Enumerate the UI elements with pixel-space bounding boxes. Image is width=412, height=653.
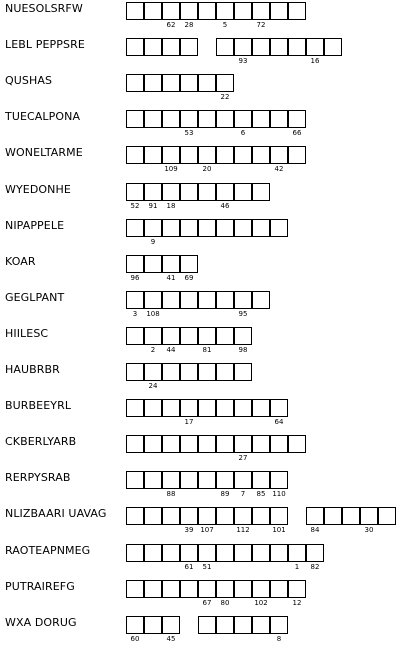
answer-cell[interactable] [180, 544, 198, 562]
answer-cell[interactable] [180, 507, 198, 525]
answer-cell[interactable] [126, 544, 144, 562]
answer-cell[interactable] [144, 544, 162, 562]
answer-cell[interactable] [198, 146, 216, 164]
clue-row [0, 110, 412, 146]
answer-cell[interactable] [216, 146, 234, 164]
cell-number: 7 [240, 490, 246, 499]
answer-cell[interactable] [216, 2, 234, 20]
answer-cell[interactable] [198, 471, 216, 489]
answer-cell[interactable] [198, 399, 216, 417]
cell-number: 20 [202, 165, 212, 174]
answer-cell[interactable] [198, 327, 216, 345]
scrambled-word: NIPAPPELE [5, 218, 65, 232]
answer-cell[interactable] [198, 291, 216, 309]
answer-cell[interactable] [252, 219, 270, 237]
cell-number: 61 [184, 562, 194, 571]
cell-number: 81 [202, 345, 212, 354]
answer-cell[interactable] [234, 544, 252, 562]
scrambled-word: PUTRAIREFG [5, 579, 75, 593]
answer-cell[interactable] [234, 616, 252, 634]
answer-cell[interactable] [234, 38, 252, 56]
cell-number: 45 [166, 634, 176, 643]
answer-cell[interactable] [162, 110, 180, 128]
answer-cell[interactable] [378, 507, 396, 525]
answer-cell[interactable] [216, 580, 234, 598]
answer-cell[interactable] [216, 435, 234, 453]
answer-cell[interactable] [234, 435, 252, 453]
answer-cell[interactable] [288, 38, 306, 56]
answer-cell[interactable] [252, 580, 270, 598]
clue-row [0, 544, 412, 580]
cell-number: 85 [256, 490, 266, 499]
cell-number: 109 [164, 165, 178, 174]
answer-cell[interactable] [144, 255, 162, 273]
answer-cell[interactable] [234, 327, 252, 345]
clue-row [0, 291, 412, 327]
clue-row [0, 38, 412, 74]
answer-cell[interactable] [216, 471, 234, 489]
answer-cell[interactable] [270, 110, 288, 128]
answer-cell[interactable] [126, 580, 144, 598]
cell-number: 91 [148, 201, 158, 210]
answer-cell[interactable] [180, 255, 198, 273]
answer-cell[interactable] [144, 291, 162, 309]
answer-cell[interactable] [270, 616, 288, 634]
answer-cell[interactable] [216, 327, 234, 345]
answer-cell[interactable] [234, 580, 252, 598]
answer-cell[interactable] [252, 399, 270, 417]
answer-cell[interactable] [144, 363, 162, 381]
scrambled-word: NLIZBAARI UAVAG [5, 507, 107, 521]
answer-cell[interactable] [288, 544, 306, 562]
answer-cell[interactable] [126, 363, 144, 381]
answer-cell[interactable] [288, 110, 306, 128]
scrambled-word: HAUBRBR [5, 363, 60, 376]
scrambled-word: NUESOLSRFW [5, 2, 83, 15]
answer-cell[interactable] [180, 38, 198, 56]
answer-cell[interactable] [216, 544, 234, 562]
cell-number: 39 [184, 526, 194, 535]
answer-cell[interactable] [252, 544, 270, 562]
cell-number: 95 [238, 309, 248, 318]
clue-row [0, 399, 412, 435]
answer-cell[interactable] [270, 507, 288, 525]
answer-cell[interactable] [162, 255, 180, 273]
answer-cell[interactable] [162, 580, 180, 598]
answer-cell[interactable] [126, 219, 144, 237]
answer-cell[interactable] [144, 327, 162, 345]
answer-cell[interactable] [180, 183, 198, 201]
cell-number: 17 [184, 418, 194, 427]
answer-cell[interactable] [216, 183, 234, 201]
cell-number: 12 [292, 598, 302, 607]
answer-cell[interactable] [252, 38, 270, 56]
clue-row [0, 255, 412, 291]
answer-cell[interactable] [252, 507, 270, 525]
scrambled-word: KOAR [5, 254, 36, 268]
answer-cell[interactable] [126, 146, 144, 164]
cell-number: 64 [274, 418, 284, 427]
cell-number: 16 [310, 57, 320, 66]
cell-number: 9 [150, 237, 156, 246]
clue-row [0, 219, 412, 255]
clue-row [0, 435, 412, 471]
answer-cell[interactable] [234, 183, 252, 201]
answer-cell[interactable] [162, 616, 180, 634]
answer-cell[interactable] [162, 219, 180, 237]
clue-row [0, 471, 412, 507]
cell-number: 41 [166, 273, 176, 282]
cell-number: 1 [294, 562, 300, 571]
answer-cell[interactable] [306, 544, 324, 562]
answer-cell[interactable] [144, 74, 162, 92]
answer-cell[interactable] [198, 110, 216, 128]
answer-cell[interactable] [252, 2, 270, 20]
answer-cell[interactable] [162, 74, 180, 92]
answer-cell[interactable] [180, 74, 198, 92]
scrambled-word: RAOTEAPNMEG [5, 543, 91, 557]
answer-cell[interactable] [270, 471, 288, 489]
answer-cell[interactable] [270, 146, 288, 164]
answer-cell[interactable] [162, 507, 180, 525]
answer-cell[interactable] [162, 2, 180, 20]
answer-cell[interactable] [198, 616, 216, 634]
answer-cell[interactable] [234, 363, 252, 381]
answer-cell[interactable] [162, 291, 180, 309]
answer-cell[interactable] [180, 471, 198, 489]
answer-cell[interactable] [162, 435, 180, 453]
answer-cell[interactable] [126, 183, 144, 201]
scrambled-word: WYEDONHE [5, 182, 71, 196]
answer-cell[interactable] [180, 110, 198, 128]
clue-row [0, 2, 412, 38]
answer-cell[interactable] [234, 399, 252, 417]
answer-cell[interactable] [216, 110, 234, 128]
clue-row [0, 183, 412, 219]
answer-cell[interactable] [288, 146, 306, 164]
cell-number: 53 [184, 129, 194, 138]
answer-cell[interactable] [180, 435, 198, 453]
answer-cell[interactable] [288, 580, 306, 598]
answer-cell[interactable] [252, 110, 270, 128]
cell-number: 46 [220, 201, 230, 210]
answer-cell[interactable] [144, 580, 162, 598]
answer-cell[interactable] [126, 38, 144, 56]
answer-cell[interactable] [288, 435, 306, 453]
answer-cell[interactable] [126, 616, 144, 634]
answer-cell[interactable] [144, 110, 162, 128]
answer-cell[interactable] [270, 399, 288, 417]
cell-number: 101 [272, 526, 286, 535]
answer-cell[interactable] [234, 146, 252, 164]
answer-cell[interactable] [180, 291, 198, 309]
answer-cell[interactable] [234, 2, 252, 20]
answer-cell[interactable] [252, 146, 270, 164]
answer-cell[interactable] [144, 399, 162, 417]
cell-number: 112 [236, 526, 250, 535]
answer-cell[interactable] [180, 363, 198, 381]
answer-cell[interactable] [252, 183, 270, 201]
answer-cell[interactable] [144, 471, 162, 489]
cell-number: 84 [310, 526, 320, 535]
answer-cell[interactable] [162, 544, 180, 562]
clue-row [0, 74, 412, 110]
clue-row [0, 363, 412, 399]
answer-cell[interactable] [234, 291, 252, 309]
answer-cell[interactable] [126, 471, 144, 489]
cell-number: 44 [166, 345, 176, 354]
answer-cell[interactable] [306, 38, 324, 56]
cell-number: 28 [184, 21, 194, 29]
cell-number: 51 [202, 562, 212, 571]
cell-number: 108 [146, 309, 160, 318]
answer-cell[interactable] [198, 507, 216, 525]
cell-number: 3 [132, 309, 138, 318]
cell-number: 2 [150, 345, 156, 354]
scrambled-word: TUECALPONA [5, 110, 81, 124]
scrambled-word: WXA DORUG [5, 615, 77, 629]
answer-cell[interactable] [234, 110, 252, 128]
answer-cell[interactable] [216, 219, 234, 237]
cell-number: 110 [272, 490, 286, 499]
answer-cell[interactable] [216, 363, 234, 381]
answer-cell[interactable] [144, 507, 162, 525]
answer-cell[interactable] [198, 74, 216, 92]
answer-cell[interactable] [270, 544, 288, 562]
cell-number: 27 [238, 454, 248, 463]
answer-cell[interactable] [180, 580, 198, 598]
answer-cell[interactable] [144, 219, 162, 237]
cell-number: 52 [130, 201, 140, 210]
answer-cell[interactable] [324, 38, 342, 56]
cell-number: 62 [166, 21, 176, 29]
answer-cell[interactable] [252, 616, 270, 634]
answer-cell[interactable] [360, 507, 378, 525]
scrambled-word: QUSHAS [5, 74, 53, 88]
answer-cell[interactable] [234, 471, 252, 489]
answer-cell[interactable] [180, 399, 198, 417]
answer-cell[interactable] [234, 219, 252, 237]
cell-number: 98 [238, 345, 248, 354]
answer-cell[interactable] [252, 471, 270, 489]
scrambled-word: HIILESC [5, 326, 49, 340]
clue-row [0, 580, 412, 616]
answer-cell[interactable] [126, 110, 144, 128]
answer-cell[interactable] [162, 363, 180, 381]
answer-cell[interactable] [162, 399, 180, 417]
answer-cell[interactable] [288, 2, 306, 20]
clue-row [0, 616, 412, 652]
cell-number: 6 [240, 129, 246, 138]
answer-cell[interactable] [198, 544, 216, 562]
cell-number: 80 [220, 598, 230, 607]
scrambled-word: WONELTARME [5, 146, 83, 160]
answer-cell[interactable] [252, 291, 270, 309]
answer-cell[interactable] [270, 580, 288, 598]
answer-cell[interactable] [270, 38, 288, 56]
cell-number: 60 [130, 634, 140, 643]
answer-cell[interactable] [216, 291, 234, 309]
scrambled-word: LEBL PEPPSRE [5, 38, 85, 52]
answer-cell[interactable] [252, 435, 270, 453]
answer-cell[interactable] [162, 38, 180, 56]
cell-number: 89 [220, 490, 230, 499]
answer-cell[interactable] [180, 219, 198, 237]
answer-cell[interactable] [144, 435, 162, 453]
answer-cell[interactable] [126, 327, 144, 345]
answer-cell[interactable] [216, 74, 234, 92]
answer-cell[interactable] [162, 183, 180, 201]
answer-cell[interactable] [180, 327, 198, 345]
scrambled-word: BURBEEYRL [5, 399, 72, 413]
cell-number: 30 [364, 526, 374, 535]
cell-number: 18 [166, 201, 176, 210]
answer-cell[interactable] [270, 435, 288, 453]
answer-cell[interactable] [324, 507, 342, 525]
answer-cell[interactable] [144, 38, 162, 56]
scrambled-word: RERPYSRAB [5, 471, 71, 485]
answer-cell[interactable] [234, 507, 252, 525]
cell-number: 107 [200, 526, 214, 535]
answer-cell[interactable] [198, 183, 216, 201]
scrambled-word: CKBERLYARB [5, 435, 77, 449]
answer-cell[interactable] [198, 435, 216, 453]
answer-cell[interactable] [126, 435, 144, 453]
answer-cell[interactable] [198, 363, 216, 381]
cell-number: 24 [148, 382, 158, 390]
answer-cell[interactable] [306, 507, 324, 525]
cell-number: 82 [310, 562, 320, 571]
cell-number: 72 [256, 21, 266, 29]
answer-cell[interactable] [126, 2, 144, 20]
answer-cell[interactable] [198, 580, 216, 598]
clue-row [0, 507, 412, 543]
answer-cell[interactable] [216, 38, 234, 56]
answer-cell[interactable] [162, 471, 180, 489]
answer-cell[interactable] [126, 399, 144, 417]
answer-cell[interactable] [216, 507, 234, 525]
answer-cell[interactable] [126, 74, 144, 92]
answer-cell[interactable] [126, 255, 144, 273]
clue-row [0, 146, 412, 182]
answer-cell[interactable] [126, 507, 144, 525]
cell-number: 88 [166, 490, 176, 499]
cell-number: 96 [130, 273, 140, 282]
answer-cell[interactable] [144, 183, 162, 201]
answer-cell[interactable] [162, 146, 180, 164]
answer-cell[interactable] [144, 146, 162, 164]
answer-cell[interactable] [180, 146, 198, 164]
answer-cell[interactable] [270, 219, 288, 237]
answer-cell[interactable] [216, 616, 234, 634]
cell-number: 69 [184, 273, 194, 282]
scrambled-word: GEGLPANT [5, 290, 65, 304]
cell-number: 42 [274, 165, 284, 174]
cell-number: 8 [276, 634, 282, 643]
cell-number: 102 [254, 598, 268, 607]
clue-row [0, 327, 412, 363]
answer-cell[interactable] [180, 2, 198, 20]
answer-cell[interactable] [144, 2, 162, 20]
cell-number: 22 [220, 93, 230, 102]
cell-number: 66 [292, 129, 302, 138]
cell-number: 5 [222, 21, 228, 29]
answer-cell[interactable] [342, 507, 360, 525]
cell-number: 93 [238, 57, 248, 66]
answer-cell[interactable] [162, 327, 180, 345]
answer-cell[interactable] [144, 616, 162, 634]
answer-cell[interactable] [126, 291, 144, 309]
cell-number: 67 [202, 598, 212, 607]
answer-cell[interactable] [198, 2, 216, 20]
answer-cell[interactable] [216, 399, 234, 417]
answer-cell[interactable] [198, 219, 216, 237]
answer-cell[interactable] [270, 2, 288, 20]
